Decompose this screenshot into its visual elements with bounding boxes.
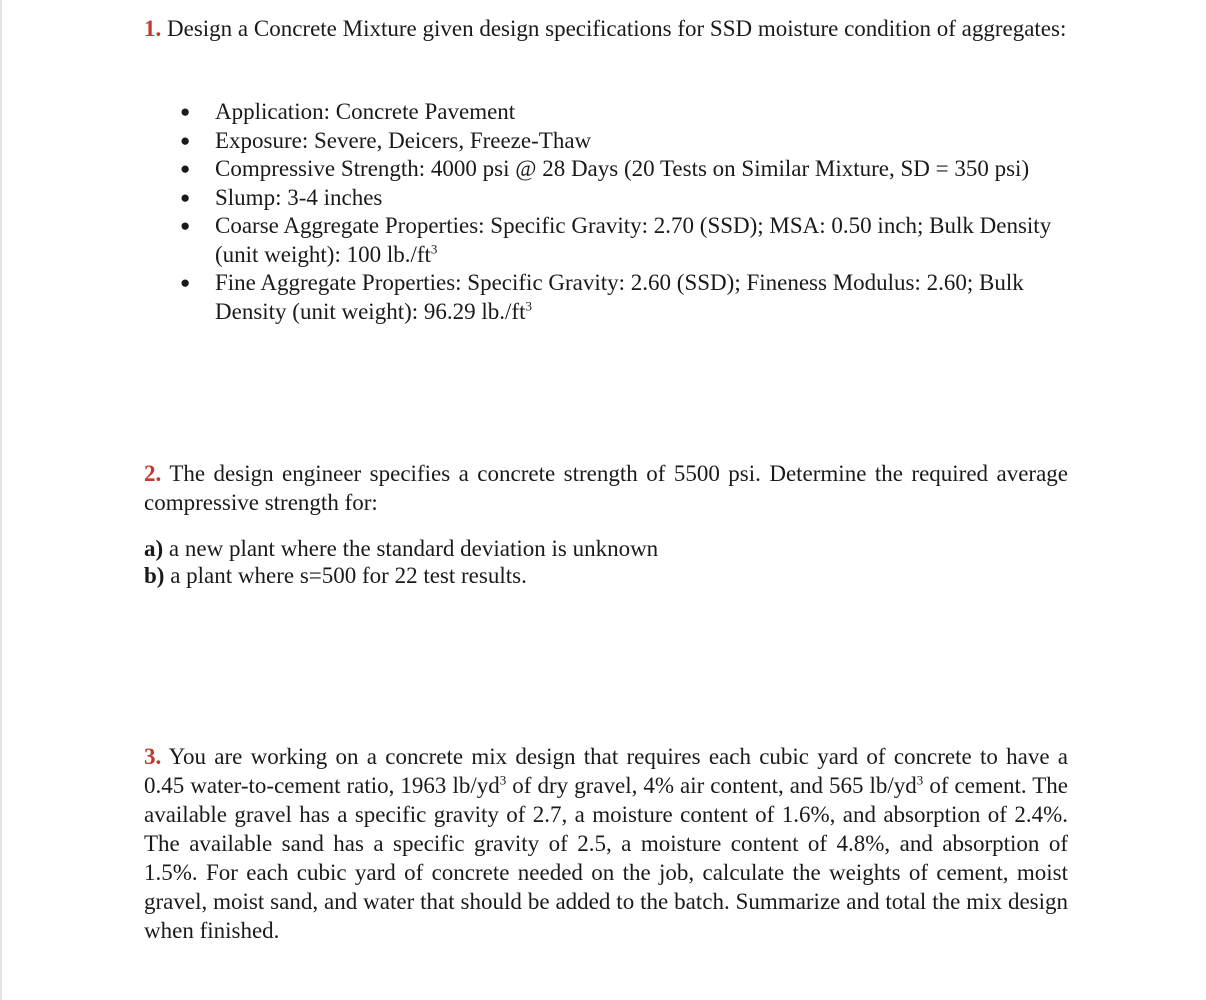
question-1 [144, 14, 1068, 43]
question-2-number: 2. [144, 461, 162, 486]
spec-item-coarse-aggregate [144, 212, 1068, 269]
spec-text: Slump: 3-4 inches [215, 184, 383, 210]
part-b-label: b) [144, 563, 165, 588]
question-3-text-3: of cement. The available gravel has a specific gravity of 2.7, a moisture content of 1.6%, and absorption of 2.4%. The available sand has a specific gravity of 2.5, a moisture content of 4.8%, and absorption of 1.5%. For each cubic yard of concrete needed on the job, calculate the weights of cement, moist gravel, moist sand, and water that should be added to the batch. Summarize and total the mix design when finished. [144, 773, 1069, 943]
question-2-part-a [144, 535, 1068, 562]
bullet-icon: ● [180, 216, 191, 235]
bullet-icon: ● [180, 102, 191, 121]
superscript: 3 [430, 240, 438, 256]
bullet-icon: ● [180, 159, 191, 178]
spec-item-exposure [144, 127, 1068, 156]
superscript: 3 [499, 772, 507, 788]
part-b-text: a plant where s=500 for 22 test results. [170, 563, 527, 588]
part-a-label: a) [144, 536, 164, 561]
spec-item-fine-aggregate [144, 269, 1068, 326]
question-2-text: The design engineer specifies a concrete strength of 5500 psi. Determine the required average compressive strength for: [144, 461, 1069, 515]
question-3 [144, 742, 1068, 945]
bullet-icon: ● [180, 187, 191, 207]
question-3-text-2: of dry gravel, 4% air content, and 565 lb/yd [512, 773, 917, 798]
spec-text: Fine Aggregate Properties: Specific Gravity: 2.60 (SSD); Fineness Modulus: 2.60; Bulk Density (unit weight): 96.29 lb./ft [215, 270, 1024, 324]
part-a-text: a new plant where the standard deviation is unknown [168, 536, 659, 561]
design-specifications-list [144, 98, 1068, 326]
superscript: 3 [916, 772, 924, 788]
question-3-text-1: You are working on a concrete mix design that requires each cubic yard of concrete to have a 0.45 water-to-cement ratio, 1963 lb/yd [144, 744, 1069, 798]
question-3-number: 3. [144, 744, 162, 769]
question-2-parts [144, 535, 1068, 589]
spec-item-application [144, 98, 1068, 127]
question-2-part-b [144, 562, 1068, 589]
page-left-edge [0, 0, 2, 1000]
spec-text: Exposure: Severe, Deicers, Freeze-Thaw [215, 127, 592, 153]
bullet-icon: ● [180, 130, 191, 150]
bullet-icon: ● [180, 273, 191, 292]
question-1-text: Design a Concrete Mixture given design specifications for SSD moisture condition of aggregates: [167, 16, 1067, 41]
spec-item-compressive-strength [144, 155, 1068, 184]
question-1-number: 1. [144, 16, 162, 41]
superscript: 3 [525, 297, 532, 313]
spec-text: Coarse Aggregate Properties: Specific Gravity: 2.70 (SSD); MSA: 0.50 inch; Bulk Density (unit weight): 100 lb./ft [215, 213, 1052, 267]
spec-text: Compressive Strength: 4000 psi @ 28 Days (20 Tests on Similar Mixture, SD = 350 psi) [215, 156, 1030, 181]
question-2 [144, 459, 1068, 517]
spec-text: Application: Concrete Pavement [215, 99, 516, 124]
spec-item-slump [144, 184, 1068, 213]
